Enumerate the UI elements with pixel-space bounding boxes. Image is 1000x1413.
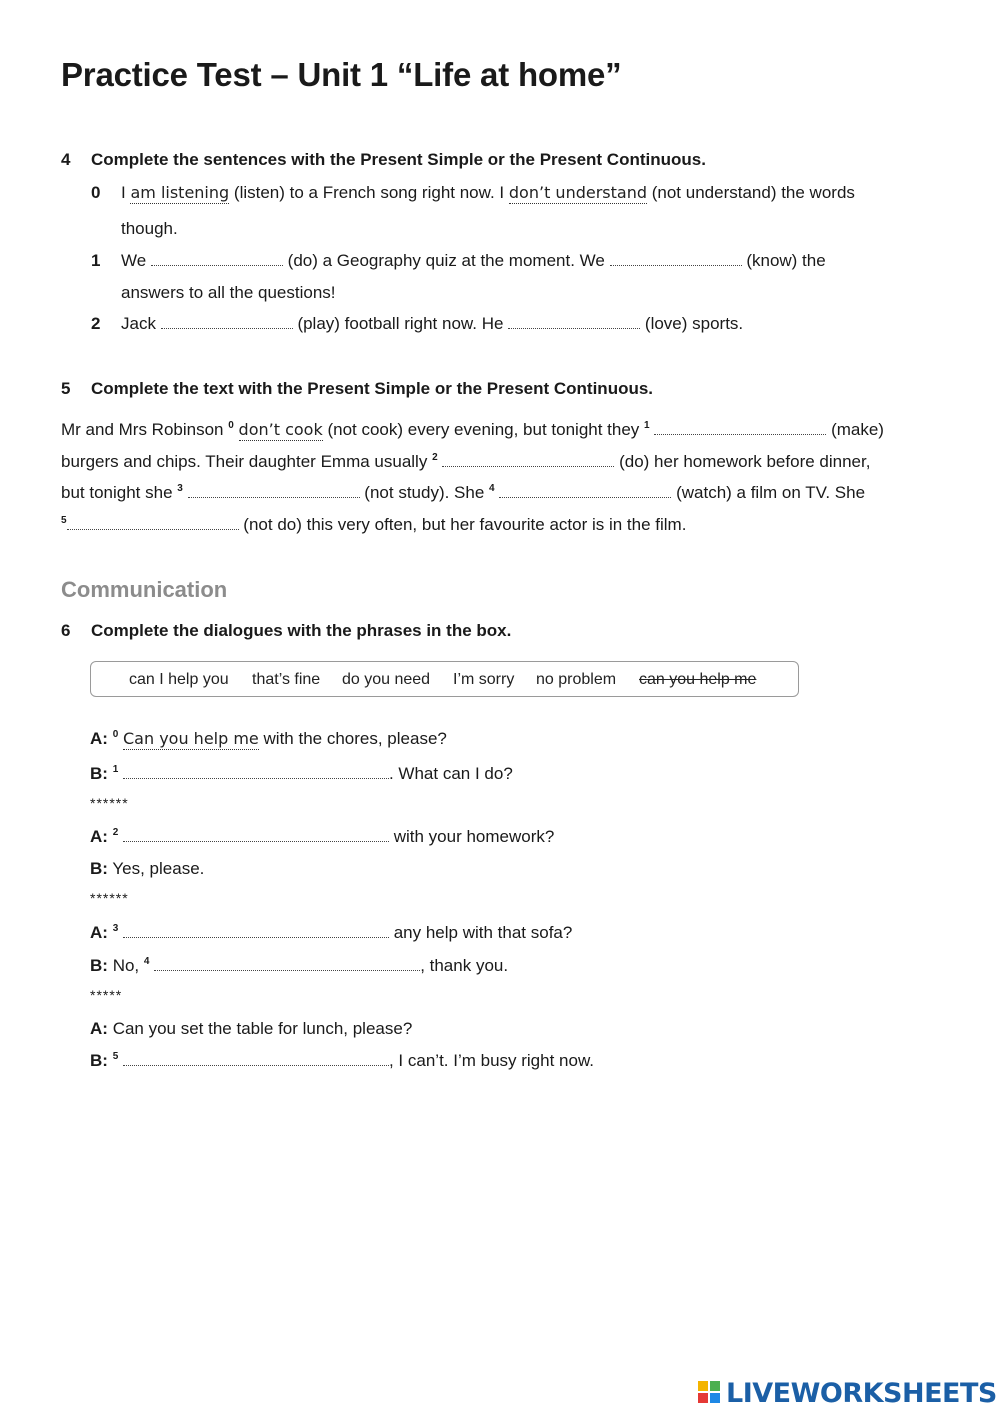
phrase-box — [90, 661, 799, 697]
text: I — [121, 183, 126, 202]
exercise-instruction: Complete the sentences with the Present Simple or the Present Continuous. — [91, 150, 706, 169]
answer-blank[interactable] — [67, 515, 239, 530]
logo-text: LIVEWORKSHEETS — [726, 1377, 997, 1409]
liveworksheets-logo[interactable] — [698, 1378, 997, 1408]
text: , thank you. — [420, 956, 509, 975]
gap-number: 2 — [432, 452, 438, 463]
exercise-number: 6 — [61, 621, 71, 640]
speaker: A: — [90, 729, 108, 748]
dialogue-line — [90, 1050, 594, 1072]
example-answer: Can you help me — [122, 729, 259, 748]
sentence-line — [121, 250, 826, 272]
exercise-number: 4 — [61, 150, 71, 169]
example-answer: don’t understand — [508, 183, 647, 202]
dialogue-line — [90, 955, 508, 977]
text: (love) sports. — [644, 314, 744, 333]
text: We — [121, 251, 147, 270]
gap-number: 0 — [112, 729, 119, 740]
page-title: Practice Test – Unit 1 “Life at home” — [61, 56, 622, 93]
phrase: can I help you — [129, 671, 229, 688]
dialogue-line — [90, 1018, 412, 1040]
text-line — [61, 419, 884, 441]
speaker: A: — [90, 1019, 108, 1038]
item-number: 0 — [91, 183, 101, 202]
exercise-instruction: Complete the dialogues with the phrases in the box. — [91, 621, 512, 640]
answer-blank[interactable] — [123, 1051, 389, 1066]
gap-number: 4 — [143, 956, 150, 967]
answer-blank[interactable] — [442, 452, 614, 467]
text: Mr and Mrs Robinson — [61, 420, 224, 439]
gap-number: 5 — [112, 1051, 119, 1062]
dialogue-line — [90, 826, 554, 848]
separator: ****** — [90, 795, 129, 811]
example-answer: don’t cook — [238, 420, 323, 439]
text-line — [61, 514, 686, 536]
text: with the chores, please? — [263, 729, 447, 748]
text: burgers and chips. Their daughter Emma usually — [61, 452, 428, 471]
speaker: A: — [90, 827, 108, 846]
text: (listen) to a French song right now. I — [233, 183, 505, 202]
speaker: B: — [90, 859, 108, 878]
answer-blank[interactable] — [188, 483, 360, 498]
logo-icon — [698, 1381, 722, 1405]
speaker: B: — [90, 1051, 108, 1070]
gap-number: 4 — [489, 483, 495, 494]
sentence-continuation: though. — [121, 219, 178, 238]
speaker: B: — [90, 764, 108, 783]
dialogue-line — [90, 922, 572, 944]
answer-blank[interactable] — [654, 420, 826, 435]
separator: ****** — [90, 890, 129, 906]
item-number: 1 — [91, 251, 101, 270]
text: but tonight she — [61, 483, 173, 502]
answer-blank[interactable] — [161, 314, 293, 329]
sentence-line — [121, 313, 743, 335]
separator: ***** — [90, 987, 123, 1003]
answer-blank[interactable] — [123, 923, 389, 938]
exercise-number: 5 — [61, 379, 71, 398]
text-line — [61, 451, 870, 473]
text: (not study). She — [364, 483, 485, 502]
text: with your homework? — [393, 827, 555, 846]
item-number: 2 — [91, 314, 101, 333]
sentence-line — [121, 182, 855, 204]
text: Jack — [121, 314, 156, 333]
text: (play) football right now. He — [297, 314, 504, 333]
section-heading: Communication — [61, 577, 228, 602]
gap-number: 5 — [61, 515, 67, 526]
gap-number: 3 — [112, 923, 119, 934]
gap-number: 3 — [177, 483, 183, 494]
example-answer: am listening — [130, 183, 230, 202]
answer-blank[interactable] — [123, 764, 389, 779]
gap-number: 1 — [112, 764, 119, 775]
text: (know) the — [746, 251, 826, 270]
sentence-continuation: answers to all the questions! — [121, 283, 336, 302]
phrase-used: can you help me — [639, 671, 757, 688]
speaker: A: — [90, 923, 108, 942]
text: any help with that sofa? — [393, 923, 573, 942]
phrase: do you need — [342, 671, 431, 688]
text: , I can’t. I’m busy right now. — [388, 1051, 595, 1070]
text: (not cook) every evening, but tonight they — [327, 420, 640, 439]
phrase: no problem — [536, 671, 617, 688]
answer-blank[interactable] — [499, 483, 671, 498]
phrase: that’s fine — [252, 671, 321, 688]
text: . What can I do? — [388, 764, 513, 783]
gap-number: 2 — [112, 827, 119, 838]
exercise-instruction: Complete the text with the Present Simple or the Present Continuous. — [91, 379, 654, 398]
text: (not do) this very often, but her favourite actor is in the film. — [243, 515, 687, 534]
text: (watch) a film on TV. She — [676, 483, 866, 502]
text: Can you set the table for lunch, please? — [112, 1019, 413, 1038]
answer-blank[interactable] — [123, 827, 389, 842]
phrase: I’m sorry — [453, 671, 515, 688]
text: (do) her homework before dinner, — [619, 452, 871, 471]
gap-number: 1 — [644, 420, 650, 431]
text: (make) — [831, 420, 884, 439]
answer-blank[interactable] — [610, 251, 742, 266]
text: (do) a Geography quiz at the moment. We — [287, 251, 605, 270]
answer-blank[interactable] — [508, 314, 640, 329]
speaker: B: — [90, 956, 108, 975]
answer-blank[interactable] — [151, 251, 283, 266]
text: Yes, please. — [112, 859, 205, 878]
answer-blank[interactable] — [154, 956, 420, 971]
text: No, — [112, 956, 140, 975]
text: (not understand) the words — [651, 183, 855, 202]
dialogue-line — [90, 858, 204, 880]
dialogue-line — [90, 728, 447, 750]
text-line — [61, 482, 865, 504]
gap-number: 0 — [228, 420, 234, 431]
dialogue-line — [90, 763, 513, 785]
